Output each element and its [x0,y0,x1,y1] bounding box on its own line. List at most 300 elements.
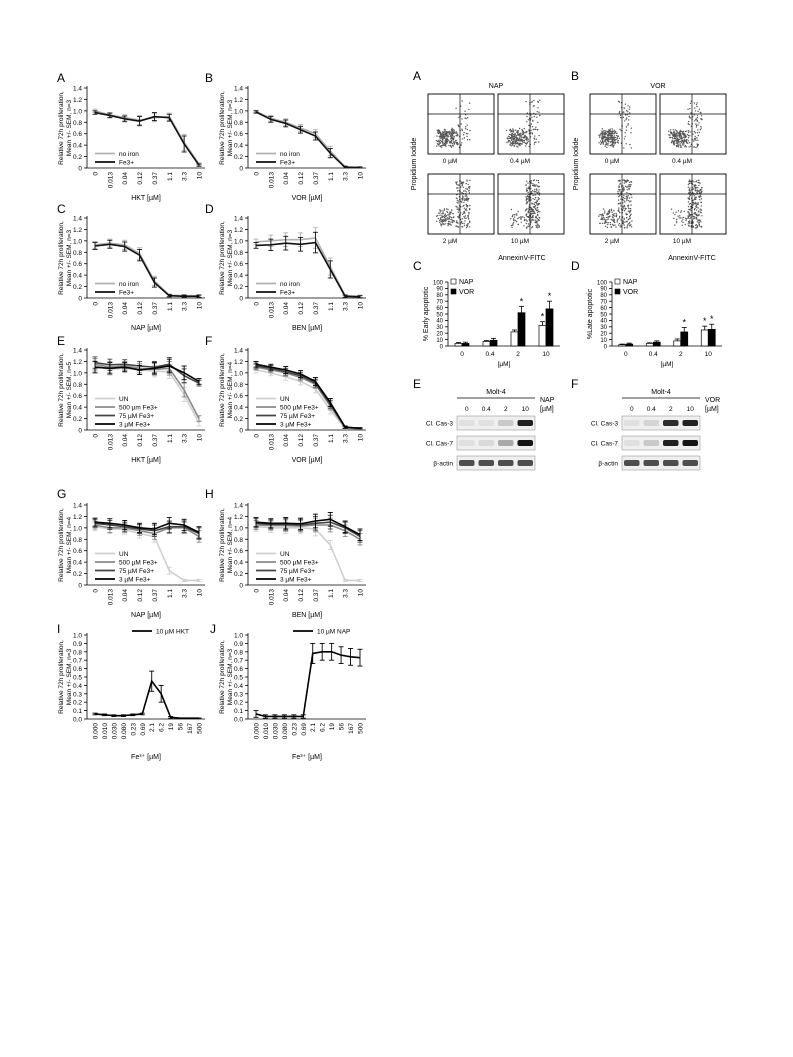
flow-dot [607,143,608,144]
flow-dot [448,131,449,132]
y-tick-label: 0 [239,427,243,435]
flow-dot [524,128,525,129]
flow-dot [528,125,529,126]
x-axis-label: VOR [µM] [291,195,323,202]
flow-dot [631,220,632,221]
flow-dot [618,196,619,197]
flow-dot [625,132,626,133]
bar-panel-C [413,259,560,368]
flow-dot [441,224,442,225]
flow-dot [614,130,615,131]
flow-dot [613,145,614,146]
x-tick-label: 0 [623,351,628,358]
flow-dot [675,136,676,137]
flow-dot [605,140,606,141]
y-axis-label: Relative 72h proliferation, [58,640,65,714]
flow-conc-label: 0.4 µM [671,158,693,165]
flow-dot [535,127,536,128]
flow-dot [600,140,601,141]
flow-dot [526,214,527,215]
flow-dot [697,226,698,227]
y-tick-label: 1.0 [72,525,82,533]
y-tick-label: 0.4 [72,272,82,280]
flow-dot [608,129,609,130]
line-panel-D [205,202,366,332]
flow-dot [513,218,514,219]
x-tick-label: 0.013 [268,172,276,189]
flow-dot [607,132,608,133]
flow-dot [527,221,528,222]
flow-dot [698,215,699,216]
flow-dot [701,205,702,206]
flow-dot [619,189,620,190]
y-tick-label: 0.6 [233,393,243,401]
y-tick-label: 70 [436,299,443,306]
flow-dot [612,128,613,129]
flow-dot [526,215,527,216]
flow-dot [451,140,452,141]
flow-dot [469,130,470,131]
flow-dot [606,217,607,218]
blot-band [518,460,534,466]
flow-dot [443,134,444,135]
flow-dot [438,218,439,219]
flow-dot [698,185,699,186]
flow-dot [628,123,629,124]
flow-dot [630,224,631,225]
x-tick-label: 167 [348,723,356,734]
flow-dot [697,115,698,116]
flow-dot [458,212,459,213]
flow-dot [535,221,536,222]
flow-dot [694,131,695,132]
flow-dot [620,198,621,199]
flow-plot [498,174,564,245]
flow-dot [625,186,626,187]
flow-dot [614,135,615,136]
flow-dot [451,210,452,211]
flow-dot [455,226,456,227]
legend-label: Fe3+ [119,159,134,167]
flow-dot [693,140,694,141]
flow-dot [528,188,529,189]
flow-dot [617,220,618,221]
flow-dot [617,219,618,220]
flow-dot [618,189,619,190]
flow-dot [452,139,453,140]
flow-dot [689,218,690,219]
flow-dot [695,136,696,137]
flow-dot [442,212,443,213]
flow-dot [538,204,539,205]
y-tick-label: 0.4 [233,682,243,690]
flow-dot [528,141,529,142]
flow-dot [607,227,608,228]
flow-dot [679,131,680,132]
x-tick-label: 10 [357,589,365,597]
blot-band [663,460,679,466]
flow-dot [679,143,680,144]
flow-dot [694,114,695,115]
flow-dot [465,126,466,127]
flow-dot [682,219,683,220]
flow-dot [688,222,689,223]
flow-dot [689,223,690,224]
flow-plot [590,174,656,245]
flow-dot [676,221,677,222]
series-1 [254,111,363,168]
flow-dot [629,106,630,107]
flow-dot [701,215,702,216]
blot-row-label: β-actin [598,460,618,468]
flow-dot [523,134,524,135]
flow-dot [678,146,679,147]
flow-dot [688,187,689,188]
flow-dot [462,130,463,131]
flow-dot [445,145,446,146]
flow-dot [688,212,689,213]
flow-dot [689,183,690,184]
flow-dot [697,124,698,125]
y-tick-label: 1.2 [233,96,243,104]
flow-dot [456,182,457,183]
flow-dot [675,129,676,130]
flow-dot [697,117,698,118]
flow-dot [697,121,698,122]
x-tick-label: 1.1 [327,589,335,599]
flow-dot [537,212,538,213]
flow-dot [674,144,675,145]
flow-dot [609,139,610,140]
flow-dot [626,180,627,181]
series-line [95,681,199,718]
flow-dot [468,184,469,185]
flow-dot [695,213,696,214]
flow-dot [514,133,515,134]
flow-dot [608,135,609,136]
blot-panel-E [413,377,555,470]
y-tick-label: 1.4 [233,502,243,510]
x-tick-label: 0 [92,172,100,176]
x-axis-label: Fe³⁺ [µM] [292,754,322,761]
flow-dot [440,145,441,146]
flow-dot [508,141,509,142]
panel-letter: F [205,334,213,348]
flow-dot [612,220,613,221]
x-tick-label: 1.1 [327,172,335,182]
flow-dot [521,139,522,140]
flow-dot [528,223,529,224]
flow-dot [440,138,441,139]
blot-band [624,420,640,426]
x-tick-label: 0.04 [122,589,130,602]
x-tick-label: 1.1 [166,172,174,182]
flow-dot [439,209,440,210]
blot-row-label: β-actin [433,460,453,468]
y-tick-label: 1.2 [233,226,243,234]
flow-dot [441,213,442,214]
flow-dot [535,220,536,221]
y-tick-label: 1.4 [233,215,243,223]
flow-dot [619,112,620,113]
flow-dot [623,218,624,219]
flow-dot [610,135,611,136]
flow-dot [603,215,604,216]
flow-dot [536,200,537,201]
y-tick-label: 60 [436,305,443,312]
flow-dot [696,102,697,103]
panel-letter: I [57,622,61,636]
flow-dot [620,115,621,116]
flow-dot [684,211,685,212]
flow-dot [598,142,599,143]
flow-dot [535,217,536,218]
flow-dot [689,189,690,190]
flow-dot [603,217,604,218]
flow-dot [606,214,607,215]
flow-dot [465,215,466,216]
flow-dot [670,132,671,133]
flow-dot [624,182,625,183]
flow-dot [672,134,673,135]
x-tick-label: 0 [253,589,261,593]
x-tick-label: 0.12 [137,172,145,185]
flow-dot [539,211,540,212]
flow-dot [699,132,700,133]
flow-dot [439,222,440,223]
blot-band [498,420,514,426]
flow-dot [466,180,467,181]
flow-dot [681,221,682,222]
x-tick-label: 19 [329,723,337,731]
x-tick-label: 0.000 [92,723,100,740]
x-tick-label: 0.37 [312,302,320,315]
flow-dot [528,129,529,130]
x-tick-label: 0 [92,302,100,306]
flow-dot [690,195,691,196]
flow-dot [467,129,468,130]
flow-dot [538,197,539,198]
flow-dot [436,216,437,217]
flow-dot [696,137,697,138]
flow-dot [462,197,463,198]
flow-dot [696,203,697,204]
bar [511,332,518,346]
flow-dot [534,142,535,143]
flow-dot [626,200,627,201]
flow-dot [525,132,526,133]
series-line [95,244,199,296]
flow-dot [627,111,628,112]
flow-dot [446,135,447,136]
flow-dot [467,200,468,201]
flow-dot [462,138,463,139]
flow-dot [442,131,443,132]
flow-dot [445,215,446,216]
legend-label: Fe3+ [280,159,295,167]
flow-dot [629,109,630,110]
flow-dot [449,213,450,214]
flow-dot [679,215,680,216]
blot-lane-label: 10 [521,406,529,413]
flow-dot [630,186,631,187]
flow-dot [528,225,529,226]
flow-dot [537,111,538,112]
flow-dot [536,227,537,228]
flow-dot [615,137,616,138]
flow-dot [532,101,533,102]
flow-dot [464,198,465,199]
flow-dot [701,198,702,199]
flow-dot [463,216,464,217]
flow-dot [519,128,520,129]
flow-dot [608,141,609,142]
flow-dot [458,117,459,118]
legend-label: 500 µm Fe3+ [119,404,158,412]
significance-star: * [540,311,545,322]
flow-dot [537,220,538,221]
series-0 [254,228,363,298]
flow-dot [624,225,625,226]
flow-dot [697,182,698,183]
flow-dot [452,135,453,136]
flow-dot [695,181,696,182]
flow-dot [514,134,515,135]
flow-dot [689,214,690,215]
flow-dot [521,222,522,223]
legend-label: no iron [280,281,300,288]
flow-dot [513,214,514,215]
y-tick-label: 1.0 [233,632,243,640]
flow-dot [626,196,627,197]
y-tick-label: 0.8 [72,536,82,544]
legend-label: 500 µM Fe3+ [280,404,319,412]
line-panel-F [205,334,366,464]
line-panel-H [205,487,366,619]
flow-dot [676,134,677,135]
flow-dot [457,226,458,227]
y-tick-label: 0.6 [72,393,82,401]
flow-dot [464,217,465,218]
flow-dot [511,209,512,210]
x-tick-label: 0.04 [283,434,291,447]
flow-dot [445,218,446,219]
flow-dot [694,102,695,103]
y-tick-label: 90 [436,286,443,293]
flow-dot [527,192,528,193]
flow-dot [673,141,674,142]
flow-dot [528,211,529,212]
flow-dot [538,186,539,187]
panel-letter: H [205,487,214,501]
blot-band [624,440,640,446]
flow-dot [697,111,698,112]
flow-dot [697,132,698,133]
flow-dot [602,218,603,219]
flow-dot [534,135,535,136]
legend-label: Fe3+ [119,289,134,297]
flow-dot [685,140,686,141]
flow-dot [605,226,606,227]
y-axis-label: Relative 72h proliferation, [219,221,226,295]
flow-dot [696,217,697,218]
y-tick-label: 0.2 [72,699,82,707]
x-tick-label: 2 [678,351,683,358]
flow-dot [466,183,467,184]
flow-dot [673,129,674,130]
flow-dot [619,138,620,139]
flow-dot [688,206,689,207]
flow-dot [673,212,674,213]
x-tick-label: 10 [196,302,204,310]
flow-dot [606,137,607,138]
y-axis-label: Relative 72h proliferation, [58,91,65,165]
y-tick-label: 0.3 [233,691,243,699]
flow-dot [619,212,620,213]
flow-dot [457,134,458,135]
flow-dot [450,138,451,139]
flow-dot [528,216,529,217]
y-tick-label: 0.6 [233,548,243,556]
flow-dot [525,196,526,197]
flow-dot [443,213,444,214]
x-tick-label: 0.69 [139,723,147,736]
flow-dot [467,139,468,140]
y-tick-label: 0.4 [72,142,82,150]
flow-dot [701,128,702,129]
flow-dot [605,219,606,220]
flow-dot [687,109,688,110]
flow-dot [692,133,693,134]
y-tick-label: 60 [600,305,607,312]
flow-dot [531,213,532,214]
flow-dot [440,223,441,224]
flow-dot [531,117,532,118]
flow-dot [453,213,454,214]
flow-box [660,174,726,234]
flow-dot [516,213,517,214]
flow-dot [602,132,603,133]
flow-box [660,94,726,154]
flow-dot [510,143,511,144]
flow-dot [619,190,620,191]
legend-swatch [615,279,620,284]
flow-dot [701,115,702,116]
x-tick-label: 0.04 [122,302,130,315]
y-tick-label: 0.2 [233,154,243,162]
flow-dot [440,133,441,134]
flow-dot [464,212,465,213]
flow-dot [534,184,535,185]
flow-dot [536,190,537,191]
flow-dot [612,131,613,132]
x-tick-label: 3.3 [342,172,350,182]
flow-dot [629,197,630,198]
blot-unit: [µM] [540,406,554,413]
series-0 [254,643,363,718]
y-tick-label: 0.3 [72,691,82,699]
flow-dot [668,134,669,135]
flow-dot [531,208,532,209]
flow-dot [536,139,537,140]
flow-dot [689,225,690,226]
y-tick-label: 0.2 [233,416,243,424]
flow-dot [465,218,466,219]
blot-band [644,460,660,466]
flow-dot [448,145,449,146]
y-tick-label: 0.2 [72,154,82,162]
flow-dot [671,142,672,143]
